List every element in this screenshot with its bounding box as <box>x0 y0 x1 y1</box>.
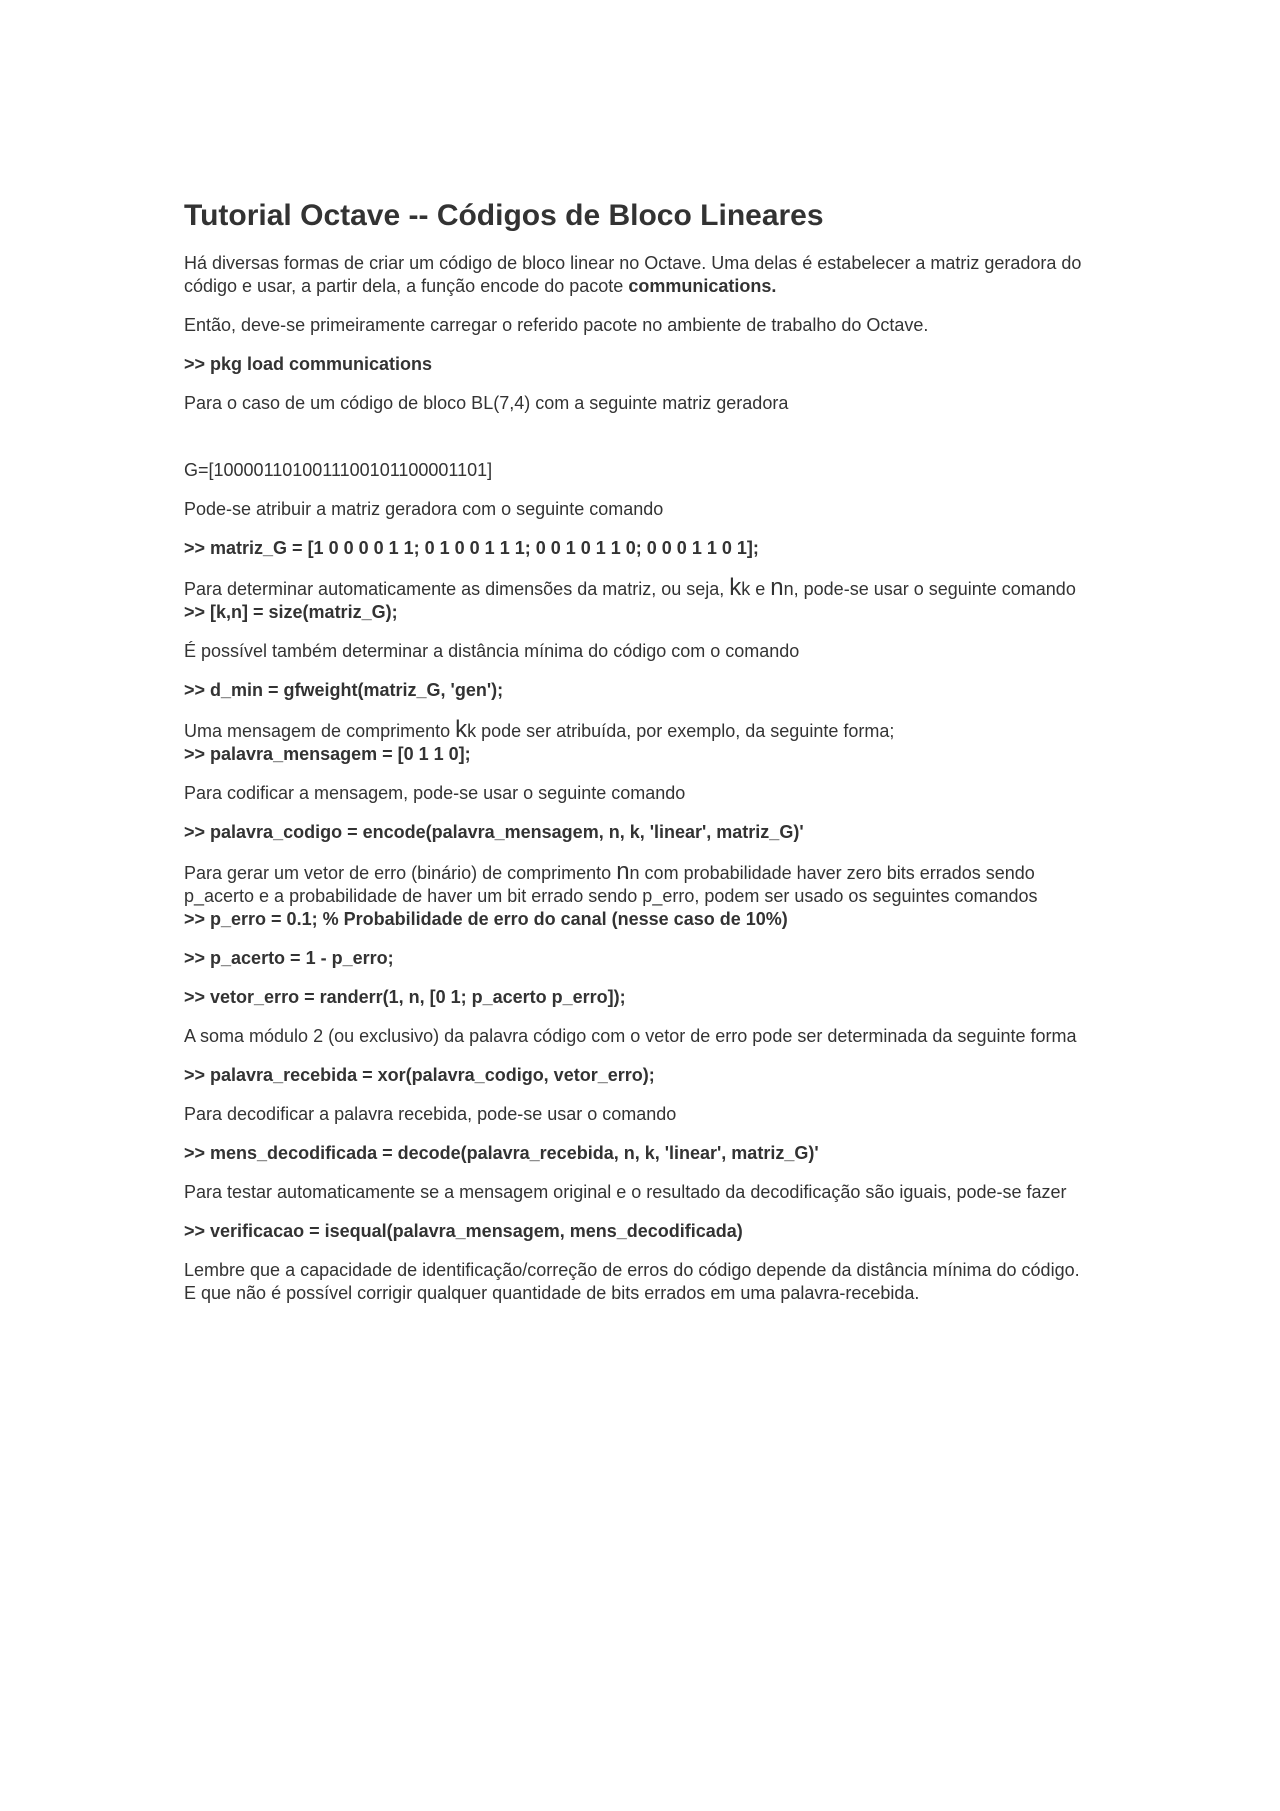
dims-paragraph <box>184 576 1096 601</box>
test-paragraph: Para testar automaticamente se a mensagem original e o resultado da decodificação são iguais, pode-se fazer <box>184 1182 1067 1202</box>
dims-k-symbol: k <box>729 574 742 601</box>
command-palavra-recebida: >> palavra_recebida = xor(palavra_codigo, vetor_erro); <box>184 1065 655 1085</box>
intro-bold-package: communications. <box>628 276 777 296</box>
dims-k-text: k e <box>741 579 771 599</box>
command-matriz-g: >> matriz_G = [1 0 0 0 0 1 1; 0 1 0 0 1 1 1; 0 0 1 0 1 1 0; 0 0 0 1 1 0 1]; <box>184 538 759 558</box>
intro-text: Há diversas formas de criar um código de bloco linear no Octave. Uma delas é estabelecer a matriz geradora do código e usar, a partir dela, a função encode do pacote <box>184 253 1082 296</box>
dmin-paragraph: É possível também determinar a distância mínima do código com o comando <box>184 641 800 661</box>
message-k-symbol: k <box>455 716 468 743</box>
generator-matrix-text: G=[1000011010011100101100001101] <box>184 460 493 480</box>
command-dmin: >> d_min = gfweight(matriz_G, 'gen'); <box>184 680 504 700</box>
command-encode: >> palavra_codigo = encode(palavra_mensagem, n, k, 'linear', matriz_G)' <box>184 822 804 842</box>
document-title: Tutorial Octave -- Códigos de Bloco Lineares <box>184 199 824 232</box>
error-text-post: n com probabilidade haver zero bits errados sendo p_acerto e a probabilidade de haver um bit errado sendo p_erro, podem ser usado os seguintes comandos <box>184 863 1038 906</box>
message-text-post: k pode ser atribuída, por exemplo, da seguinte forma; <box>467 721 895 741</box>
sum-paragraph: A soma módulo 2 (ou exclusivo) da palavra código com o vetor de erro pode ser determinada da seguinte forma <box>184 1026 1077 1046</box>
command-p-acerto: >> p_acerto = 1 - p_erro; <box>184 948 394 968</box>
assign-paragraph: Pode-se atribuir a matriz geradora com o seguinte comando <box>184 499 664 519</box>
bl-paragraph: Para o caso de um código de bloco BL(7,4) com a seguinte matriz geradora <box>184 393 789 413</box>
intro-paragraph <box>184 252 1096 298</box>
document-page <box>184 196 1096 1305</box>
closing-paragraph: Lembre que a capacidade de identificação/correção de erros do código depende da distância mínima do código. E que não é possível corrigir qualquer quantidade de bits errados em uma palavra-recebida. <box>184 1260 1080 1303</box>
decode-paragraph: Para decodificar a palavra recebida, pode-se usar o comando <box>184 1104 677 1124</box>
command-p-erro: >> p_erro = 0.1; % Probabilidade de erro do canal (nesse caso de 10%) <box>184 909 788 929</box>
command-pkg-load: >> pkg load communications <box>184 354 433 374</box>
error-paragraph <box>184 860 1096 908</box>
command-verificacao: >> verificacao = isequal(palavra_mensagem, mens_decodificada) <box>184 1221 743 1241</box>
command-vetor-erro: >> vetor_erro = randerr(1, n, [0 1; p_acerto p_erro]); <box>184 987 626 1007</box>
error-n-symbol: n <box>616 858 630 885</box>
dims-text-pre: Para determinar automaticamente as dimensões da matriz, ou seja, <box>184 579 730 599</box>
command-size: >> [k,n] = size(matriz_G); <box>184 602 398 622</box>
message-text-pre: Uma mensagem de comprimento <box>184 721 456 741</box>
encode-paragraph: Para codificar a mensagem, pode-se usar o seguinte comando <box>184 783 686 803</box>
message-paragraph <box>184 718 1096 743</box>
dims-text-post: n, pode-se usar o seguinte comando <box>783 579 1076 599</box>
load-paragraph: Então, deve-se primeiramente carregar o referido pacote no ambiente de trabalho do Octave. <box>184 315 929 335</box>
command-decode: >> mens_decodificada = decode(palavra_recebida, n, k, 'linear', matriz_G)' <box>184 1143 819 1163</box>
dims-n-symbol: n <box>770 574 784 601</box>
error-text-pre: Para gerar um vetor de erro (binário) de comprimento <box>184 863 617 883</box>
command-message: >> palavra_mensagem = [0 1 1 0]; <box>184 744 471 764</box>
